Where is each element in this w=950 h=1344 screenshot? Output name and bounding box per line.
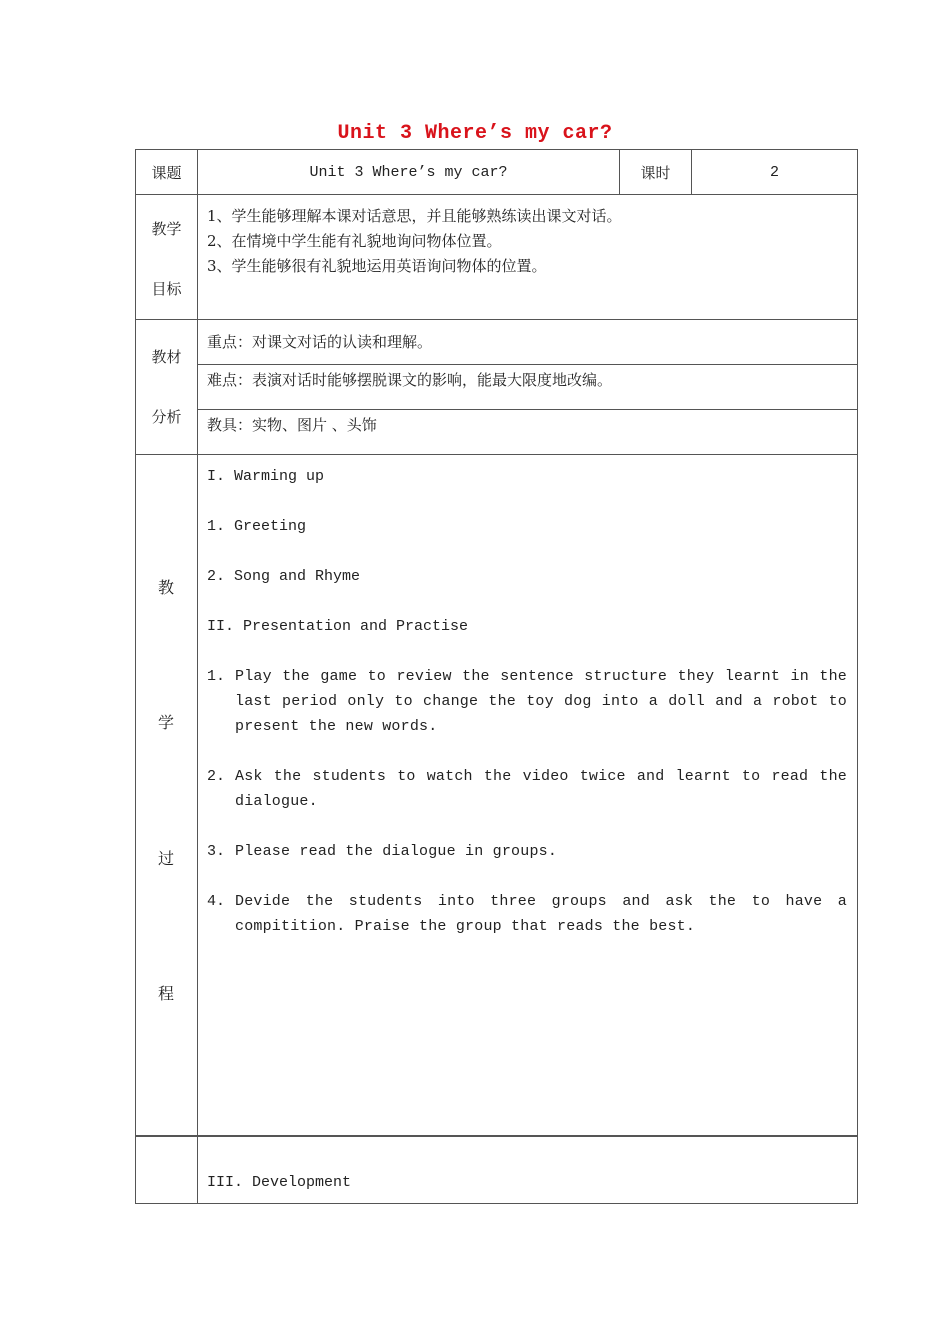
objective-item: 2、在情境中学生能有礼貌地询问物体位置。 xyxy=(207,232,502,250)
materials-label-bottom: 分析 xyxy=(151,408,182,426)
key-points: 重点：对课文对话的认读和理解。 xyxy=(207,333,433,351)
continuation-label-cell xyxy=(136,1137,198,1204)
activity-item xyxy=(207,664,847,739)
continuation-table xyxy=(135,1136,858,1204)
section-heading-warming-up: I. Warming up xyxy=(207,468,325,485)
activity-number: 1. xyxy=(207,668,226,685)
activity-text: Devide the students into three groups and ask the to have a compitition. Praise the group that reads the best. xyxy=(235,893,847,935)
key-points-row xyxy=(136,320,858,365)
lesson-plan-table xyxy=(135,149,858,1136)
section-heading-presentation: II. Presentation and Practise xyxy=(207,618,469,635)
step-song-rhyme: 2. Song and Rhyme xyxy=(207,568,361,585)
objective-item: 3、学生能够很有礼貌地运用英语询问物体的位置。 xyxy=(207,257,547,275)
key-points-cell xyxy=(198,320,858,365)
activity-text: Play the game to review the sentence structure they learnt in the last period only to change the toy dog into a doll and a robot to present the new words. xyxy=(235,668,847,735)
development-row xyxy=(136,1137,858,1204)
objectives-label xyxy=(136,195,198,320)
period-label: 课时 xyxy=(620,150,692,195)
teaching-aids-cell xyxy=(198,410,858,455)
topic-label: 课题 xyxy=(136,150,198,195)
topic-value: Unit 3 Where’s my car? xyxy=(198,150,620,195)
period-value: 2 xyxy=(692,150,858,195)
activity-item xyxy=(207,839,847,864)
header-row xyxy=(136,150,858,195)
process-label-char: 过 xyxy=(158,849,175,868)
step-greeting: 1. Greeting xyxy=(207,518,307,535)
difficulties-cell xyxy=(198,365,858,410)
activity-item xyxy=(207,889,847,939)
teaching-aids-row xyxy=(136,410,858,455)
difficulties: 难点：表演对话时能够摆脱课文的影响，能最大限度地改编。 xyxy=(207,371,613,389)
process-content xyxy=(198,455,858,1136)
objective-item: 1、学生能够理解本课对话意思，并且能够熟练读出课文对话。 xyxy=(207,207,622,225)
objectives-label-top: 教学 xyxy=(151,220,182,238)
objectives-content xyxy=(198,195,858,320)
activity-number: 4. xyxy=(207,893,226,910)
difficulties-row xyxy=(136,365,858,410)
process-label-char: 教 xyxy=(158,578,175,597)
process-label-char: 程 xyxy=(158,984,175,1003)
teaching-aids: 教具：实物、图片 、头饰 xyxy=(207,416,377,434)
activity-number: 2. xyxy=(207,768,226,785)
process-label-char: 学 xyxy=(158,713,175,732)
activity-item xyxy=(207,764,847,814)
materials-label-top: 教材 xyxy=(151,348,182,366)
section-heading-development: III. Development xyxy=(207,1174,352,1191)
activity-text: Please read the dialogue in groups. xyxy=(235,843,558,860)
process-row xyxy=(136,455,858,1136)
activity-number: 3. xyxy=(207,843,226,860)
activity-text: Ask the students to watch the video twice and learnt to read the dialogue. xyxy=(235,768,847,810)
development-cell xyxy=(198,1137,858,1204)
document-title: Unit 3 Where’s my car? xyxy=(337,122,613,145)
objectives-label-bottom: 目标 xyxy=(151,280,182,298)
materials-label xyxy=(136,320,198,455)
objectives-row xyxy=(136,195,858,320)
process-label xyxy=(136,455,198,1136)
